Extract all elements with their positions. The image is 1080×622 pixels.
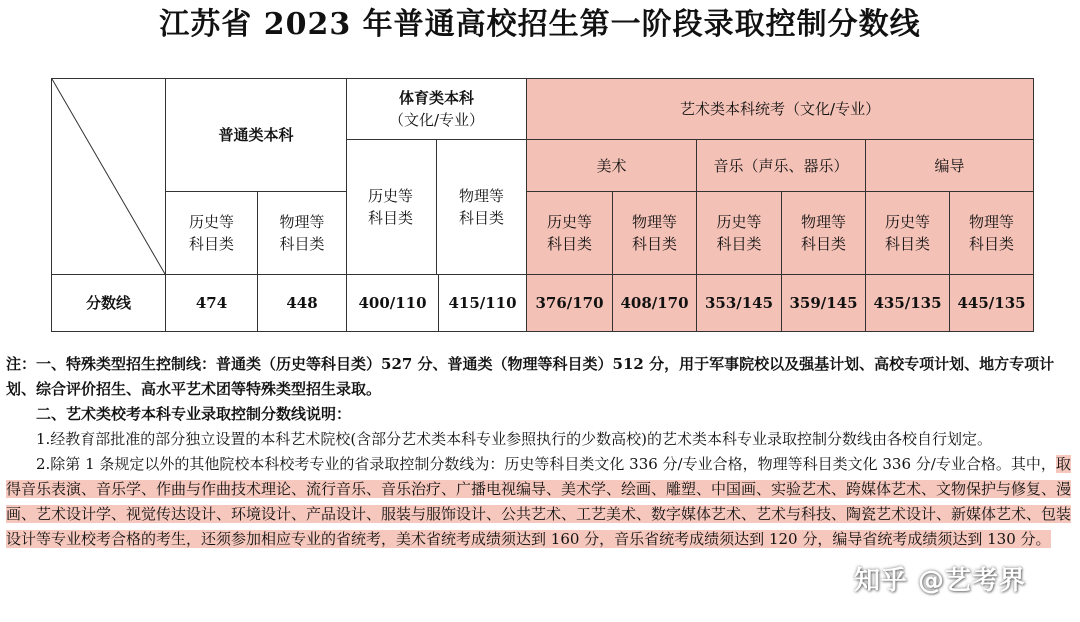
subject-line-1: 物理等 xyxy=(969,213,1015,231)
group-sports xyxy=(347,79,527,140)
subject-line-2: 科目类 xyxy=(716,235,762,253)
art-sub-music: 音乐（声乐、器乐） xyxy=(697,140,866,192)
diagonal-header-cell xyxy=(52,79,166,275)
subject-line-1: 历史等 xyxy=(716,213,762,231)
page-title: 江苏省 2023 年普通高校招生第一阶段录取控制分数线 xyxy=(159,7,921,42)
notes-section xyxy=(6,352,1076,552)
subject-text xyxy=(459,185,504,229)
score-cell: 359/145 xyxy=(782,275,866,332)
subject-line-2: 科目类 xyxy=(188,235,234,253)
col-sports-history xyxy=(345,139,437,274)
col-art-history-2 xyxy=(697,192,782,275)
score-cell: 448 xyxy=(258,275,347,332)
row-label-score-line: 分数线 xyxy=(52,275,166,332)
subject-line-1: 物理等 xyxy=(632,213,678,231)
group-sports-name: 体育类本科 xyxy=(399,89,475,107)
subject-line-1: 物理等 xyxy=(458,186,504,205)
subject-line-2: 科目类 xyxy=(279,235,325,253)
note-4-text: 2.除第 1 条规定以外的其他院校本科校考专业的省录取控制分数线为：历史等科目类文化 336 分/专业合格，物理等科目类文化 336 分/专业合格。其中， xyxy=(36,455,1056,473)
score-cell: 400/110 xyxy=(347,275,439,332)
diagonal-line xyxy=(52,79,165,274)
score-cell: 376/170 xyxy=(527,275,613,332)
subject-line-1: 物理等 xyxy=(279,213,325,231)
watermark: 知乎 @艺考界 xyxy=(854,566,1027,596)
subject-line-2: 科目类 xyxy=(632,235,678,253)
col-art-physics-1 xyxy=(613,192,697,275)
subject-line-1: 历史等 xyxy=(188,213,234,231)
note-3: 1.经教育部批准的部分独立设置的本科艺术院校(含部分艺术类本科专业参照执行的少数高校)的艺术类本科专业录取控制分数线由各校自行划定。 xyxy=(36,430,993,448)
score-table xyxy=(51,78,1034,332)
subject-line-1: 历史等 xyxy=(367,186,413,205)
subject-text xyxy=(368,185,413,229)
score-cell: 474 xyxy=(166,275,258,332)
note-4-highlight: 取得音乐表演、音乐学、作曲与作曲技术理论、流行音乐、音乐治疗、广播电视编导、美术学、绘画、雕塑、中国画、实验艺术、跨媒体艺术、文物保护与修复、漫画、艺术设计学、视觉传达设计、环境设计、产品设计、服装与服饰设计、公共艺术、工艺美术、数字媒体艺术、艺术与科技、陶瓷艺术设计、新媒体艺术、包装设计等专业校考合格的考生，还须参加相应专业的省统考，美术省统考成绩须达到 160 分，音乐省统考成绩须达到 120 分，编导省统考成绩须达到 130 分。 xyxy=(6,455,1072,548)
subject-line-2: 科目类 xyxy=(801,235,847,253)
subject-line-2: 科目类 xyxy=(458,208,504,227)
col-art-history-1 xyxy=(527,192,613,275)
score-cell: 435/135 xyxy=(866,275,950,332)
score-cell: 353/145 xyxy=(697,275,782,332)
art-sub-fine-arts: 美术 xyxy=(527,140,697,192)
subject-line-1: 物理等 xyxy=(801,213,847,231)
group-sports-note: （文化/专业） xyxy=(388,111,485,129)
col-art-physics-3 xyxy=(950,192,1034,275)
score-cell: 408/170 xyxy=(613,275,697,332)
note-4 xyxy=(6,452,1076,552)
sports-subject-labels xyxy=(345,139,526,274)
col-sports-physics xyxy=(437,139,526,274)
score-cell: 415/110 xyxy=(439,275,527,332)
note-2: 二、艺术类校考本科专业录取控制分数线说明： xyxy=(36,405,352,423)
col-art-physics-2 xyxy=(782,192,866,275)
subject-line-2: 科目类 xyxy=(885,235,931,253)
col-general-history xyxy=(166,192,258,275)
col-general-physics xyxy=(258,192,347,275)
subject-line-1: 历史等 xyxy=(885,213,931,231)
col-art-history-3 xyxy=(866,192,950,275)
subject-line-2: 科目类 xyxy=(367,208,413,227)
art-sub-directing: 编导 xyxy=(866,140,1034,192)
score-cell: 445/135 xyxy=(950,275,1034,332)
subject-line-1: 历史等 xyxy=(547,213,593,231)
subject-line-2: 科目类 xyxy=(547,235,593,253)
group-art: 艺术类本科统考（文化/专业） xyxy=(527,79,1034,140)
group-general: 普通类本科 xyxy=(166,79,347,192)
note-1: 注：一、特殊类型招生控制线：普通类（历史等科目类）527 分、普通类（物理等科目类）512 分，用于军事院校以及强基计划、高校专项计划、地方专项计划、综合评价招生、高水平艺术团等特殊类型招生录取。 xyxy=(6,355,1055,398)
subject-line-2: 科目类 xyxy=(969,235,1015,253)
